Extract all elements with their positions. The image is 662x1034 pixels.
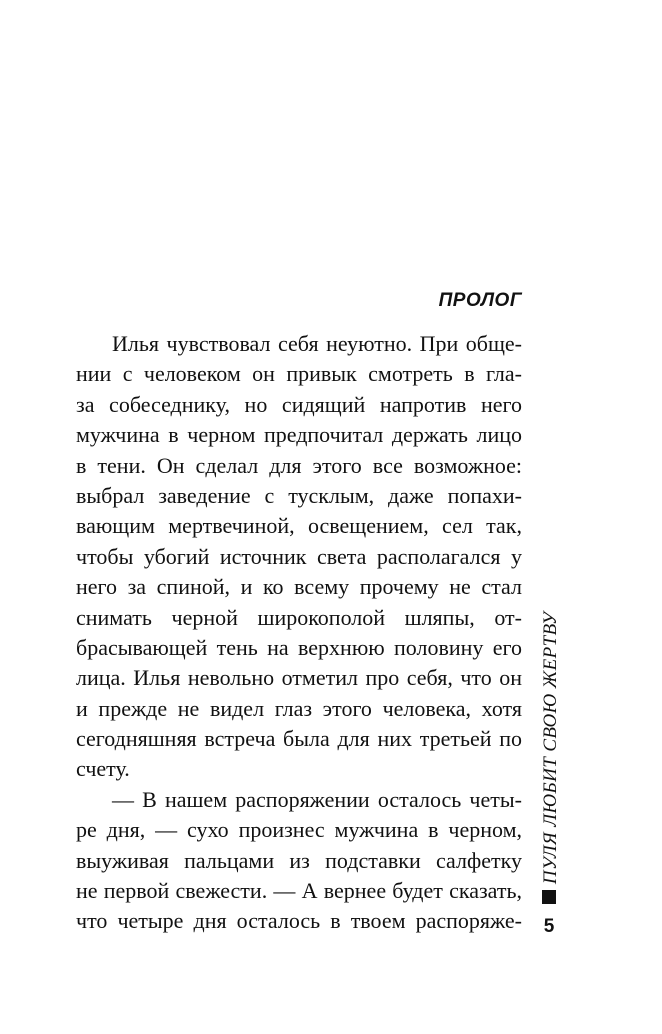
running-title-text: ПУЛЯ ЛЮБИТ СВОЮ ЖЕРТВУ — [540, 611, 561, 885]
text-line: лица. Илья невольно отметил про себя, что он — [76, 665, 522, 691]
text-line: выуживая пальцами из подставки салфетку — [76, 847, 522, 873]
text-line: вающим мертвечиной, освещением, сел так, — [76, 513, 522, 539]
running-title — [531, 611, 571, 885]
text-line: него за спиной, и ко всему прочему не стал — [76, 574, 522, 600]
text-line: ре дня, — сухо произнес мужчина в черном, — [76, 817, 522, 843]
chapter-title: ПРОЛОГ — [438, 290, 522, 311]
text-line: и прежде не видел глаз этого человека, хотя — [76, 695, 522, 721]
text-line: сегодняшняя встреча была для них третьей по — [76, 726, 522, 752]
text-line: чтобы убогий источник света располагался у — [76, 543, 522, 569]
text-line: выбрал заведение с тусклым, даже попахи- — [76, 482, 522, 508]
page-number: 5 — [543, 916, 555, 937]
text-line: нии с человеком он привык смотреть в гла- — [76, 361, 522, 387]
text-line: что четыре дня осталось в твоем распоряже- — [76, 908, 522, 934]
text-line: не первой свежести. — А вернее будет сказать, — [76, 878, 522, 904]
text-line: мужчина в черном предпочитал держать лицо — [76, 422, 522, 448]
text-line: Илья чувствовал себя неуютно. При обще- — [112, 331, 522, 356]
black-square-icon — [542, 890, 556, 904]
text-line: счету. — [76, 756, 130, 782]
text-line: снимать черной широкополой шляпы, от- — [76, 604, 522, 630]
text-line: брасывающей тень на верхнюю половину его — [76, 634, 522, 660]
text-line: за собеседнику, но сидящий напротив него — [76, 391, 522, 417]
text-line: — В нашем распоряжении осталось четы- — [112, 786, 522, 812]
body-text — [76, 329, 522, 937]
text-line: в тени. Он сделал для этого все возможное: — [76, 452, 522, 478]
